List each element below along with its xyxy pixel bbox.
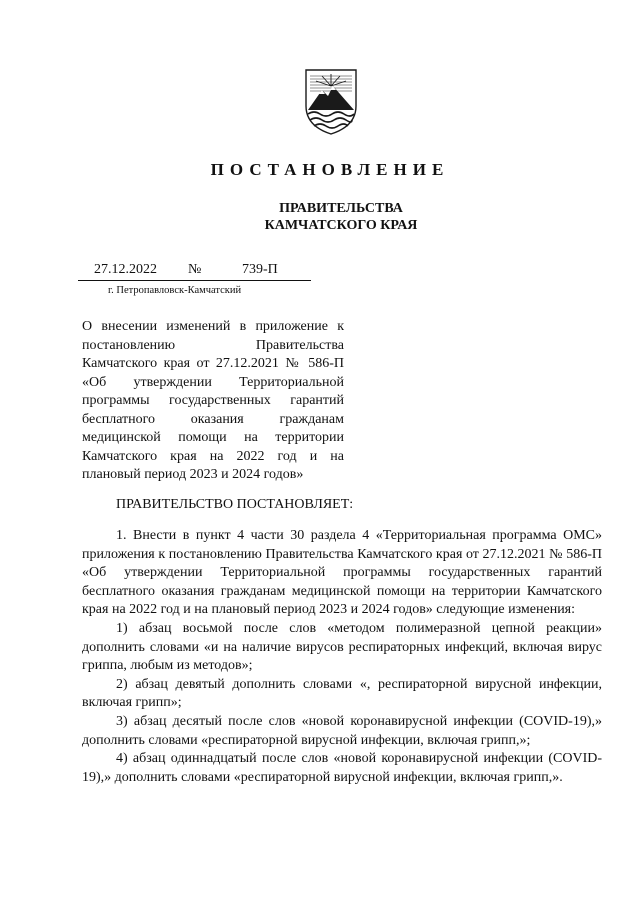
paragraph-4: 3) абзац десятый после слов «новой коронавирусной инфекции (COVID-19),» дополнить словами «респираторной вирусной инфекции, включая грипп,»; (82, 713, 602, 748)
kamchatka-coat-of-arms-icon (302, 66, 360, 136)
number-sign: № (188, 262, 202, 277)
paragraph-3: 2) абзац девятый дополнить словами «, респираторной вирусной инфекции, включая грипп»; (82, 676, 602, 711)
document-subject (82, 318, 344, 485)
registration-line (78, 262, 311, 281)
document-title: ПОСТАНОВЛЕНИЕ (210, 160, 450, 179)
registration-date: 27.12.2022 (94, 262, 157, 277)
issuing-authority (0, 200, 640, 234)
city-label: г. Петропавловск-Камчатский (108, 285, 242, 296)
registration-number: 739-П (242, 262, 278, 277)
authority-line-1: ПРАВИТЕЛЬСТВА (279, 201, 403, 216)
document-body (82, 527, 602, 787)
authority-line-2: КАМЧАТСКОГО КРАЯ (264, 218, 418, 233)
subject-text: О внесении изменений в приложение к постановлению Правительства Камчатского края от 27.12.2021 № 586-П «Об утверждении Территориальной программы государственных гарантий бесплатного оказания гражданам медицинской помощи на территории Камчатского края на 2022 год и на плановый период 2023 и 2024 годов» (82, 319, 344, 482)
paragraph-1: 1. Внести в пункт 4 части 30 раздела 4 «Территориальная программа ОМС» приложения к постановлению Правительства Камчатского края от 27.12.2021 № 586-П «Об утверждении Территориальной программы государственных гарантий бесплатного оказания гражданам медицинской помощи на территории Камчатского края на 2022 год и на плановый период 2023 и 2024 годов» следующие изменения: (82, 528, 602, 618)
decree-heading: ПРАВИТЕЛЬСТВО ПОСТАНОВЛЯЕТ: (116, 497, 354, 512)
paragraph-5: 4) абзац одиннадцатый после слов «новой коронавирусной инфекции (COVID-19),» дополнить словами «респираторной вирусной инфекции, включая грипп,». (82, 751, 602, 785)
paragraph-2: 1) абзац восьмой после слов «методом полимеразной цепной реакции» дополнить словами «и на наличие вирусов респираторных инфекций, включая вирус гриппа, любым из методов»; (82, 620, 602, 674)
